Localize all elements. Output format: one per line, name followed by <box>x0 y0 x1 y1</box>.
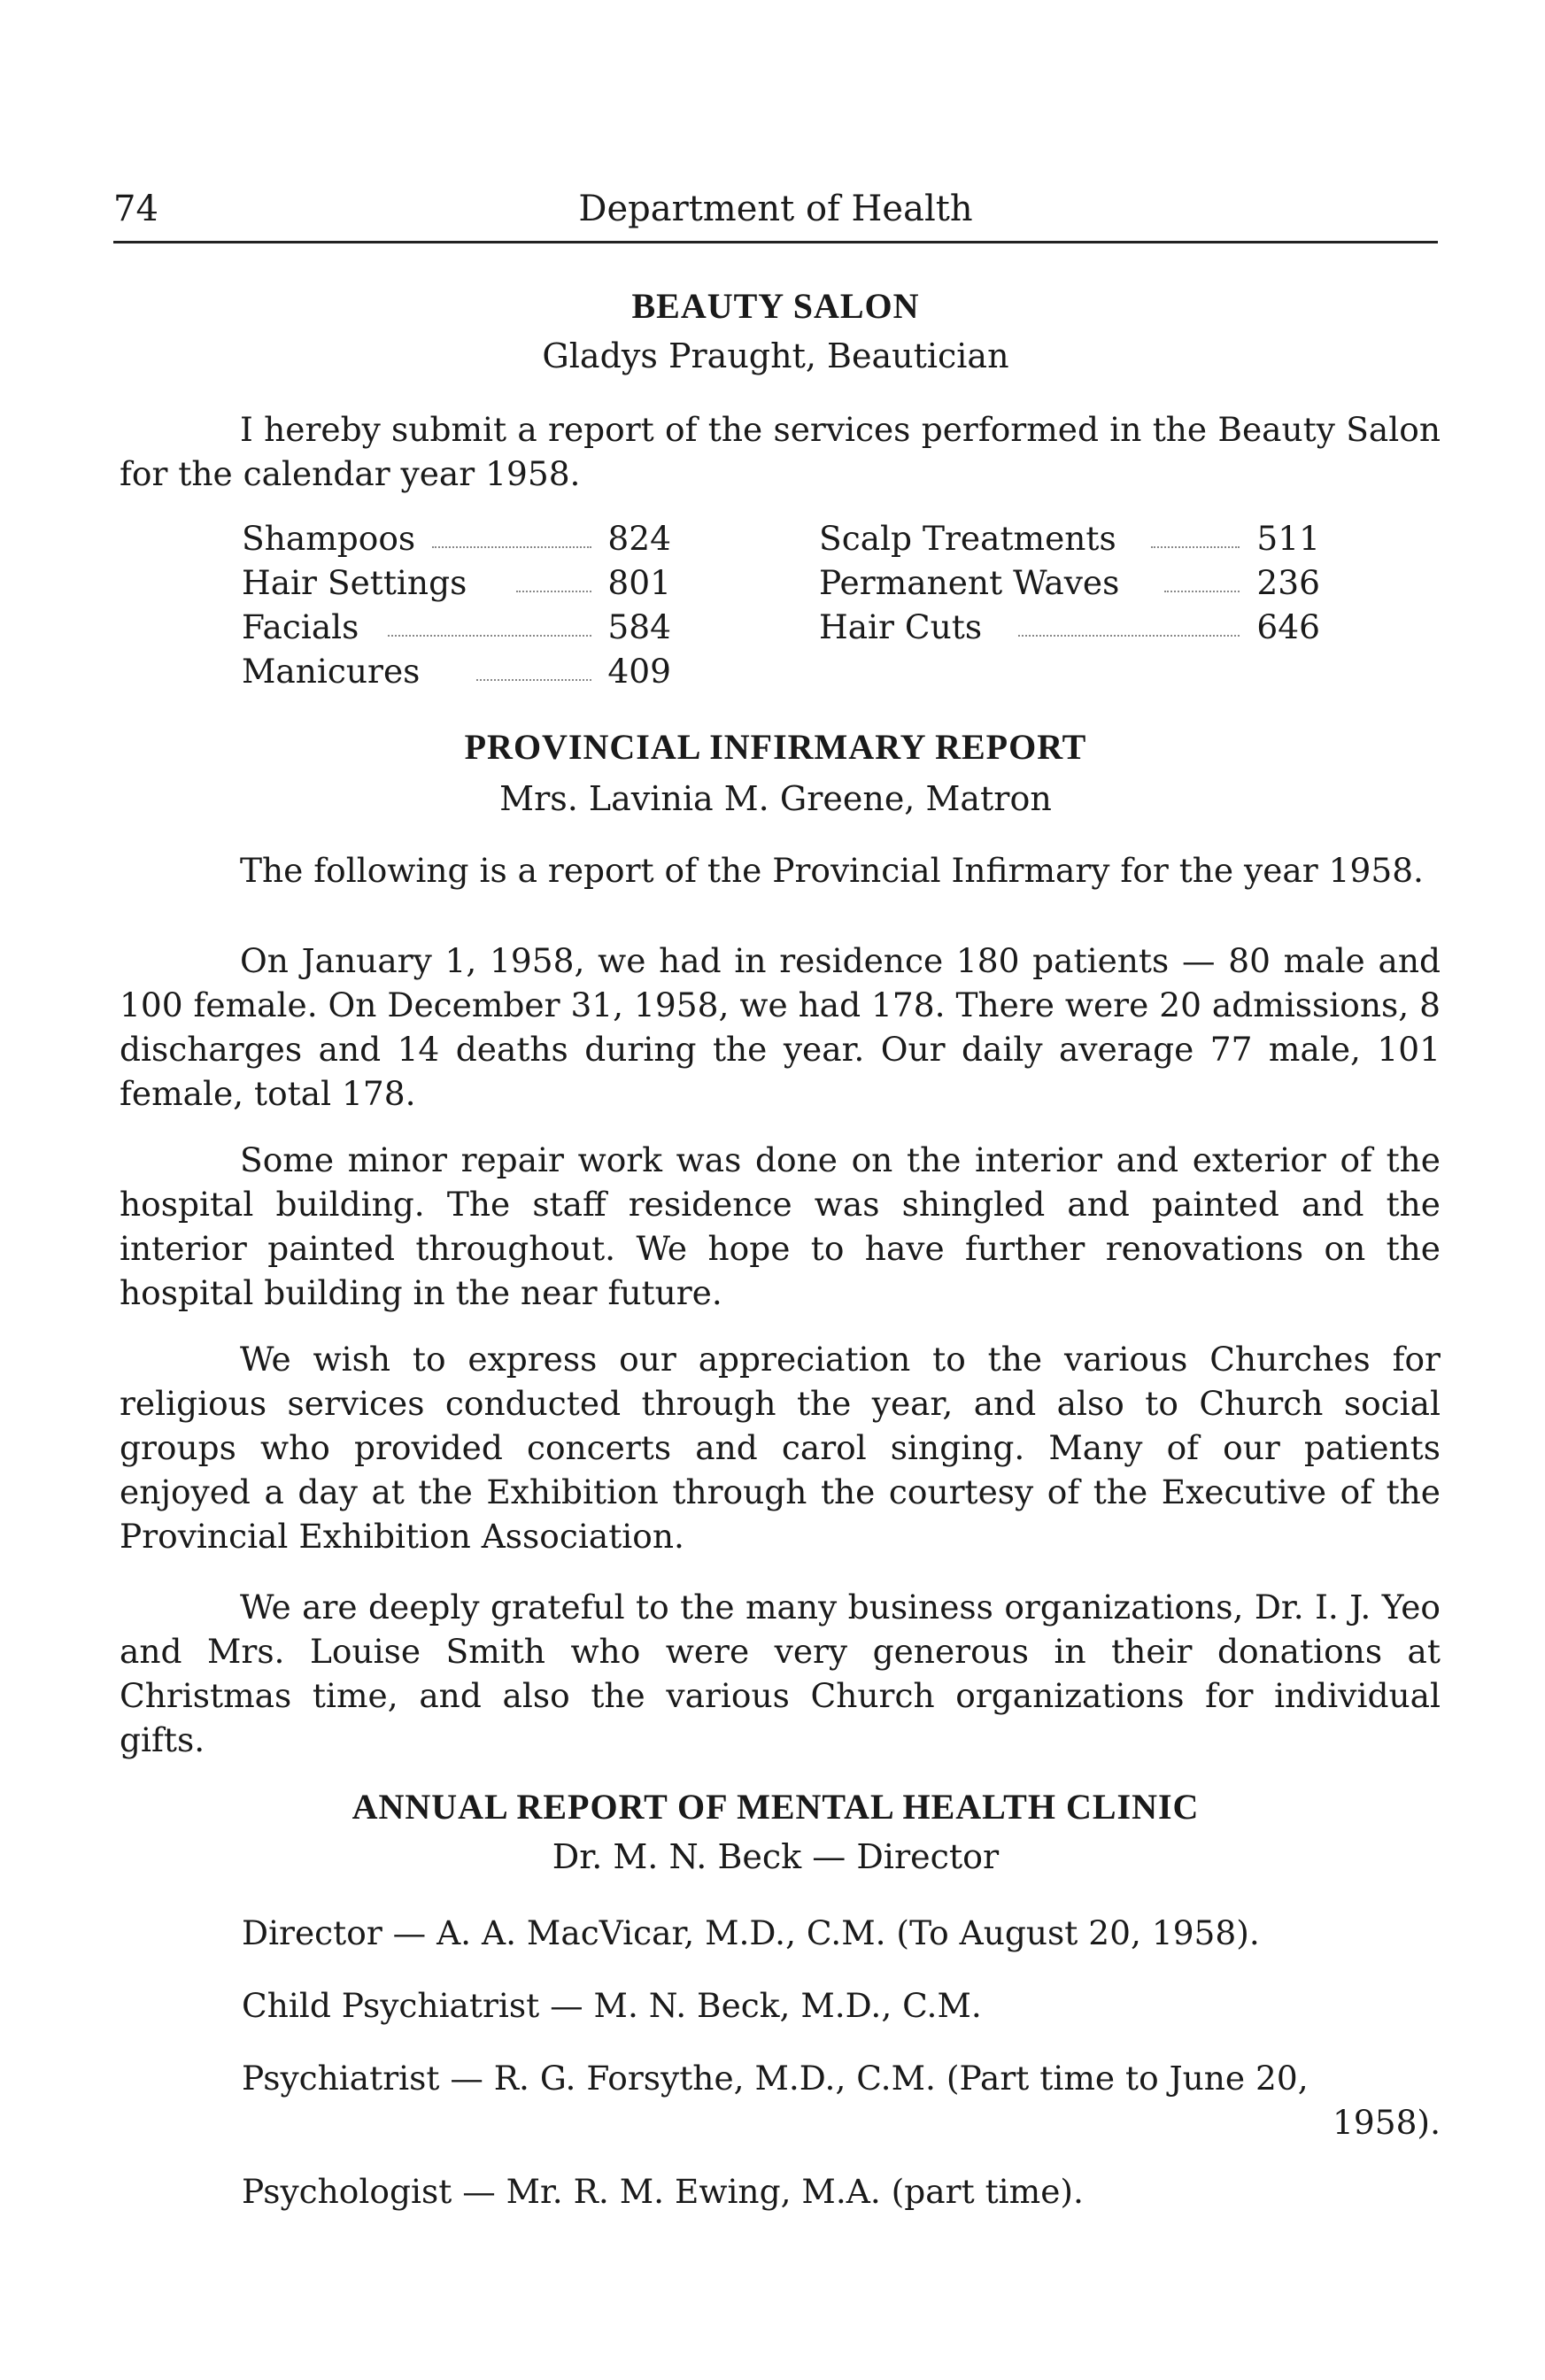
infirmary-paragraph-2: On January 1, 1958, we had in residence 180 patients — 80 male and 100 female. On December 31, 1958, we had 178. There were 20 admissions, 8 discharges and 14 deaths during the year. Our daily average 77 male, 101 female, total 178. <box>120 941 1441 1113</box>
service-value: 236 <box>1256 563 1320 602</box>
service-value: 409 <box>607 652 671 691</box>
running-head <box>113 189 1438 242</box>
running-title: Department of Health <box>578 189 973 229</box>
staff-line-psychiatrist-continued: 1958). <box>1333 2103 1441 2142</box>
service-row <box>819 516 1320 560</box>
infirmary-subheading: Mrs. Lavinia M. Greene, Matron <box>499 779 1052 818</box>
service-row <box>242 649 671 693</box>
service-row <box>242 560 671 605</box>
service-row <box>819 605 1320 649</box>
infirmary-paragraph-5: We are deeply grateful to the many business organizations, Dr. I. J. Yeo and Mrs. Louise Smith who were very generous in their donations at Christmas time, and also the various Church organizations for individual gifts. <box>120 1588 1441 1759</box>
staff-line-psychologist: Psychologist — Mr. R. M. Ewing, M.A. (part time). <box>242 2172 1084 2211</box>
service-label: Scalp Treatments <box>819 519 1116 558</box>
service-row <box>242 605 671 649</box>
dot-leader <box>1018 635 1240 637</box>
dot-leader <box>516 591 591 592</box>
service-value: 824 <box>607 519 671 558</box>
service-label: Hair Cuts <box>819 607 983 646</box>
mental-health-subheading: Dr. M. N. Beck — Director <box>552 1837 1000 1876</box>
dot-leader <box>476 679 591 681</box>
staff-line-psychiatrist: Psychiatrist — R. G. Forsythe, M.D., C.M. (Part time to June 20, <box>242 2059 1309 2098</box>
service-value: 646 <box>1256 607 1320 646</box>
beauty-salon-heading: BEAUTY SALON <box>631 286 920 326</box>
mental-health-heading: ANNUAL REPORT OF MENTAL HEALTH CLINIC <box>351 1787 1200 1827</box>
service-label: Manicures <box>242 652 421 691</box>
dot-leader <box>388 635 591 637</box>
page-number: 74 <box>113 189 158 229</box>
staff-line-child-psychiatrist: Child Psychiatrist — M. N. Beck, M.D., C.M. <box>242 1986 982 2025</box>
dot-leader <box>432 546 591 548</box>
infirmary-paragraph-4: We wish to express our appreciation to the various Churches for religious services conducted through the year, and also to Church social groups who provided concerts and carol singing. Many of our patients enjoyed a day at the Exhibition through the courtesy of the Executive of the Provincial Exhibition Association. <box>120 1340 1441 1556</box>
dot-leader <box>1151 546 1240 548</box>
service-value: 584 <box>607 607 671 646</box>
header-rule <box>113 241 1438 243</box>
beauty-salon-intro: I hereby submit a report of the services performed in the Beauty Salon for the calendar year 1958. <box>120 410 1441 493</box>
service-value: 511 <box>1256 519 1320 558</box>
infirmary-paragraph-1: The following is a report of the Provincial Infirmary for the year 1958. <box>240 851 1424 890</box>
service-label: Permanent Waves <box>819 563 1120 602</box>
infirmary-heading: PROVINCIAL INFIRMARY REPORT <box>464 727 1087 767</box>
service-value: 801 <box>607 563 671 602</box>
service-label: Shampoos <box>242 519 416 558</box>
service-label: Hair Settings <box>242 563 467 602</box>
service-label: Facials <box>242 607 359 646</box>
services-right-column <box>819 516 1320 649</box>
staff-line-director: Director — A. A. MacVicar, M.D., C.M. (To August 20, 1958). <box>242 1913 1260 1952</box>
services-left-column <box>242 516 671 693</box>
service-row <box>819 560 1320 605</box>
beauty-salon-subheading: Gladys Praught, Beautician <box>542 336 1009 375</box>
service-row <box>242 516 671 560</box>
dot-leader <box>1164 591 1240 592</box>
infirmary-paragraph-3: Some minor repair work was done on the interior and exterior of the hospital building. The staff residence was shingled and painted and the interior painted throughout. We hope to have further renovations on the hospital building in the near future. <box>120 1140 1441 1312</box>
